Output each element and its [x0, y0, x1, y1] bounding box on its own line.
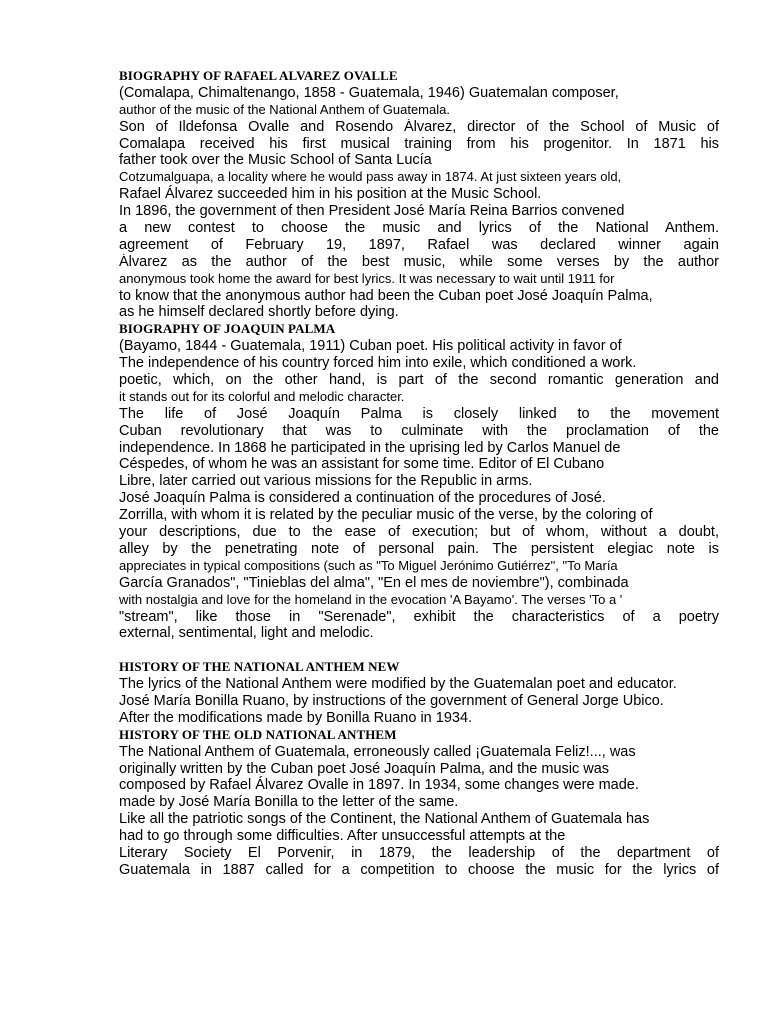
- text-line: Literary Society El Porvenir, in 1879, the leadership of the department of: [119, 844, 719, 861]
- text-line: The independence of his country forced him into exile, which conditioned a work.: [119, 355, 637, 372]
- text-line: made by José María Bonilla to the letter of the same.: [119, 794, 459, 811]
- text-line: your descriptions, due to the ease of execution; but of whom, without a doubt,: [119, 524, 719, 541]
- section-heading: BIOGRAPHY OF RAFAEL ALVAREZ OVALLE: [119, 68, 398, 83]
- text-line: with nostalgia and love for the homeland in the evocation 'A Bayamo'. The verses 'To a ': [119, 591, 623, 607]
- text-line: The life of José Joaquín Palma is closely linked to the movement: [119, 405, 719, 422]
- text-line: it stands out for its colorful and melodic character.: [119, 388, 405, 404]
- text-line: Like all the patriotic songs of the Continent, the National Anthem of Guatemala has: [119, 811, 650, 828]
- text-line: (Bayamo, 1844 - Guatemala, 1911) Cuban poet. His political activity in favor of: [119, 338, 622, 355]
- text-line: Rafael Álvarez succeeded him in his position at the Music School.: [119, 186, 542, 203]
- text-line: agreement of February 19, 1897, Rafael was declared winner again: [119, 236, 719, 253]
- text-line: father took over the Music School of Santa Lucía: [119, 152, 432, 169]
- text-line: José Joaquín Palma is considered a continuation of the procedures of José.: [119, 490, 606, 507]
- text-line: alley by the penetrating note of personal pain. The persistent elegiac note is: [119, 540, 719, 557]
- text-line: a new contest to choose the music and lyrics of the National Anthem.: [119, 220, 719, 237]
- text-line: external, sentimental, light and melodic.: [119, 625, 374, 642]
- text-line: The lyrics of the National Anthem were modified by the Guatemalan poet and educator.: [119, 676, 677, 693]
- text-line: Cuban revolutionary that was to culminate with the proclamation of the: [119, 422, 719, 439]
- text-line: García Granados", "Tinieblas del alma", "En el mes de noviembre"), combinada: [119, 574, 629, 591]
- text-line: as he himself declared shortly before dying.: [119, 304, 399, 321]
- text-line: anonymous took home the award for best lyrics. It was necessary to wait until 1911 for: [119, 270, 615, 286]
- text-line: appreciates in typical compositions (such as "To Miguel Jerónimo Gutiérrez", "To María: [119, 557, 618, 573]
- text-line: Guatemala in 1887 called for a competition to choose the music for the lyrics of: [119, 861, 719, 878]
- text-line: to know that the anonymous author had been the Cuban poet José Joaquín Palma,: [119, 287, 653, 304]
- blank-line: [119, 642, 719, 659]
- text-line: author of the music of the National Anthem of Guatemala.: [119, 101, 450, 117]
- text-line: Céspedes, of whom he was an assistant for some time. Editor of El Cubano: [119, 456, 605, 473]
- section-heading: HISTORY OF THE NATIONAL ANTHEM NEW: [119, 659, 400, 675]
- text-line: Comalapa received his first musical training from his progenitor. In 1871 his: [119, 135, 719, 152]
- text-line: Álvarez as the author of the best music, while some verses by the author: [119, 253, 719, 270]
- text-line: Zorrilla, with whom it is related by the peculiar music of the verse, by the coloring of: [119, 507, 653, 524]
- text-line: composed by Rafael Álvarez Ovalle in 1897. In 1934, some changes were made.: [119, 777, 639, 794]
- document-page: [119, 68, 719, 879]
- text-line: originally written by the Cuban poet José Joaquín Palma, and the music was: [119, 760, 610, 777]
- text-line: After the modifications made by Bonilla Ruano in 1934.: [119, 709, 473, 726]
- section-heading: HISTORY OF THE OLD NATIONAL ANTHEM: [119, 726, 397, 742]
- text-line: poetic, which, on the other hand, is part of the second romantic generation and: [119, 372, 719, 389]
- text-line: independence. In 1868 he participated in the uprising led by Carlos Manuel de: [119, 439, 621, 456]
- section-heading: BIOGRAPHY OF JOAQUIN PALMA: [119, 321, 336, 337]
- text-line: In 1896, the government of then President José María Reina Barrios convened: [119, 203, 625, 220]
- text-line: had to go through some difficulties. After unsuccessful attempts at the: [119, 828, 566, 845]
- text-line: José María Bonilla Ruano, by instructions of the government of General Jorge Ubico.: [119, 692, 664, 709]
- text-line: "stream", like those in "Serenade", exhibit the characteristics of a poetry: [119, 608, 719, 625]
- text-line: (Comalapa, Chimaltenango, 1858 - Guatemala, 1946) Guatemalan composer,: [119, 84, 619, 101]
- text-line: Libre, later carried out various missions for the Republic in arms.: [119, 473, 533, 490]
- text-line: Cotzumalguapa, a locality where he would pass away in 1874. At just sixteen years old,: [119, 169, 622, 185]
- text-line: The National Anthem of Guatemala, erroneously called ¡Guatemala Feliz!..., was: [119, 743, 636, 760]
- text-line: Son of Ildefonsa Ovalle and Rosendo Álvarez, director of the School of Music of: [119, 118, 719, 135]
